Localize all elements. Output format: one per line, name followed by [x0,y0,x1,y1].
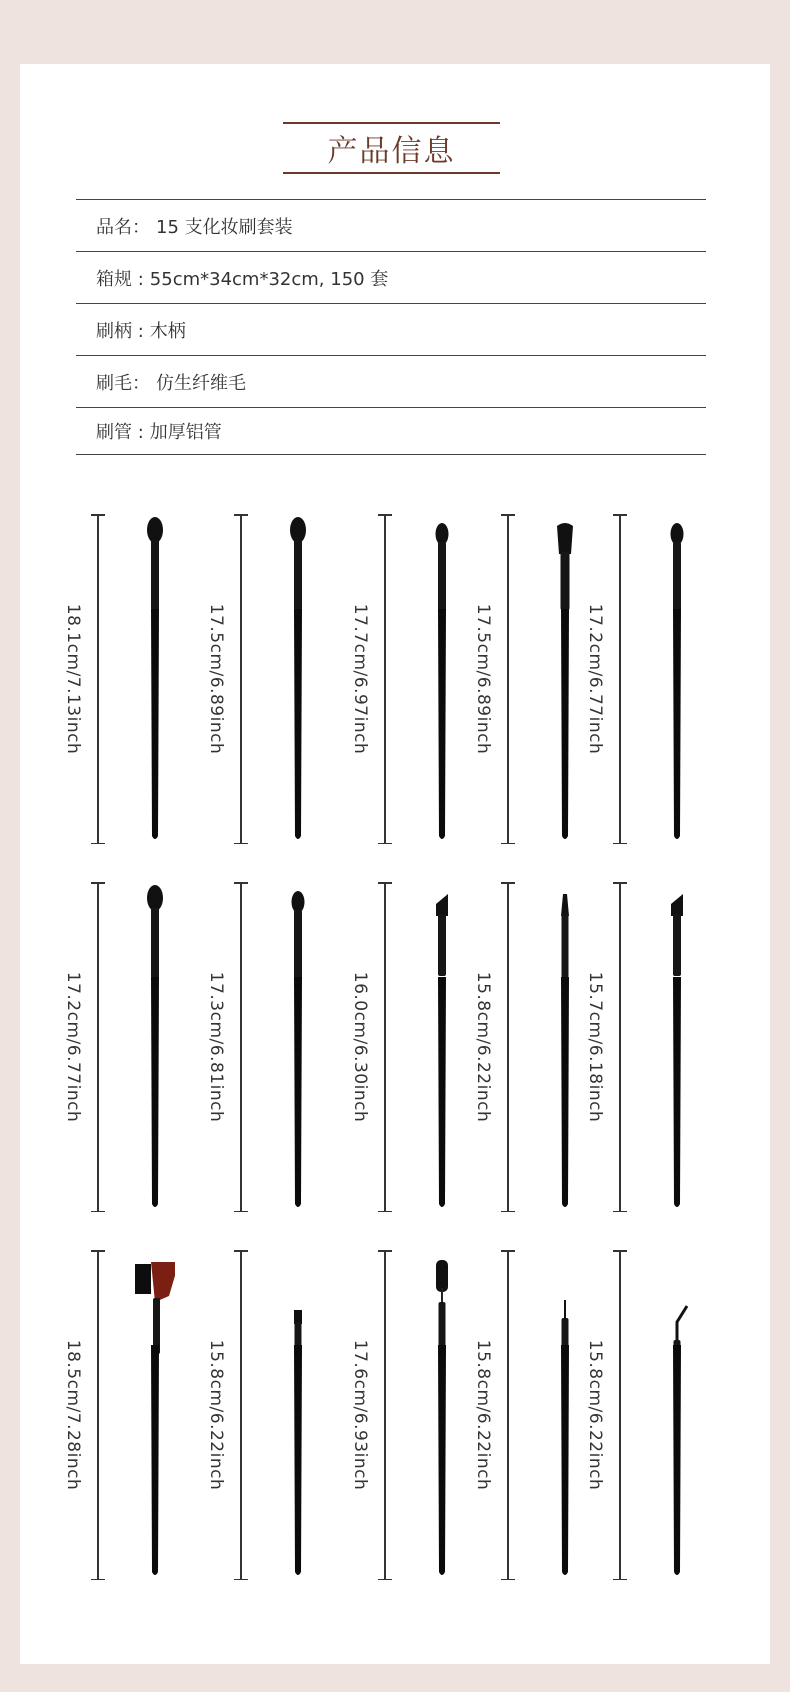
size-label: 15.7cm/6.18inch [585,971,605,1123]
spec-label: 刷管 : [96,422,144,443]
size-label: 17.7cm/6.97inch [350,603,370,755]
size-label: 18.5cm/7.28inch [63,1339,83,1491]
size-label-wrap [469,1250,497,1580]
brush-round-big-icon [135,882,175,1212]
brush-pointed-icon [545,882,585,1212]
size-label-wrap [59,1250,87,1580]
spec-label: 刷毛： [96,372,150,394]
size-label: 15.8cm/6.22inch [206,1339,226,1491]
size-label-wrap [202,1250,230,1580]
brush-item [65,1250,215,1580]
brush-liner-icon [545,1250,585,1580]
size-label-wrap [581,1250,609,1580]
brush-bent-liner-icon [657,1250,697,1580]
size-ruler [234,1250,248,1580]
brush-item [587,514,737,844]
size-label-wrap [202,882,230,1212]
size-ruler [501,514,515,844]
size-label: 17.5cm/6.89inch [206,603,226,755]
brush-round-small-icon [422,514,462,844]
size-label: 17.6cm/6.93inch [350,1339,370,1491]
size-label: 15.8cm/6.22inch [585,1339,605,1491]
brush-angled-icon [657,882,697,1212]
size-ruler [378,514,392,844]
size-label-wrap [346,514,374,844]
brush-item [587,882,737,1212]
size-label-wrap [581,882,609,1212]
size-ruler [234,514,248,844]
size-label-wrap [59,882,87,1212]
size-label: 17.2cm/6.77inch [63,971,83,1123]
brush-angled-icon [422,882,462,1212]
brush-flat-icon [545,514,585,844]
spec-label: 刷柄 : [96,320,144,342]
size-label-wrap [469,882,497,1212]
size-ruler [613,882,627,1212]
brush-item [208,514,358,844]
brush-round-big-icon [278,514,318,844]
brush-flat-thin-icon [278,1250,318,1580]
brush-round-small-icon [278,882,318,1212]
size-ruler [91,882,105,1212]
size-ruler [613,514,627,844]
size-label: 17.5cm/6.89inch [473,603,493,755]
size-label: 18.1cm/7.13inch [63,603,83,755]
size-ruler [234,882,248,1212]
size-ruler [613,1250,627,1580]
spec-value: 木柄 [149,320,186,342]
spec-value: 55cm*34cm*32cm, 150 套 [149,268,389,290]
size-ruler [378,1250,392,1580]
size-label: 15.8cm/6.22inch [473,971,493,1123]
size-label-wrap [59,514,87,844]
brush-comb-icon [135,1250,175,1580]
size-label: 17.3cm/6.81inch [206,971,226,1123]
spec-label: 箱规 : [96,268,144,290]
size-label-wrap [202,514,230,844]
size-ruler [501,1250,515,1580]
product-card [20,64,770,1664]
size-label-wrap [469,514,497,844]
size-ruler [501,882,515,1212]
brush-spoolie-icon [422,1250,462,1580]
size-label: 16.0cm/6.30inch [350,971,370,1123]
size-label: 15.8cm/6.22inch [473,1339,493,1491]
brush-item [208,882,358,1212]
spec-value: 加厚铝管 [149,422,222,443]
size-ruler [91,1250,105,1580]
brush-item [587,1250,737,1580]
spec-label: 品名： [96,216,150,238]
brush-item [65,514,215,844]
brush-round-big-icon [135,514,175,844]
page-title: 产品信息 [327,134,456,169]
spec-value: 15 支化妆刷套装 [156,216,293,238]
size-label-wrap [581,514,609,844]
brush-item [65,882,215,1212]
brush-round-small-icon [657,514,697,844]
size-ruler [91,514,105,844]
spec-value: 仿生纤维毛 [156,372,246,394]
size-label: 17.2cm/6.77inch [585,603,605,755]
brush-grid [20,64,770,1664]
brush-item [208,1250,358,1580]
size-ruler [378,882,392,1212]
size-label-wrap [346,1250,374,1580]
size-label-wrap [346,882,374,1212]
